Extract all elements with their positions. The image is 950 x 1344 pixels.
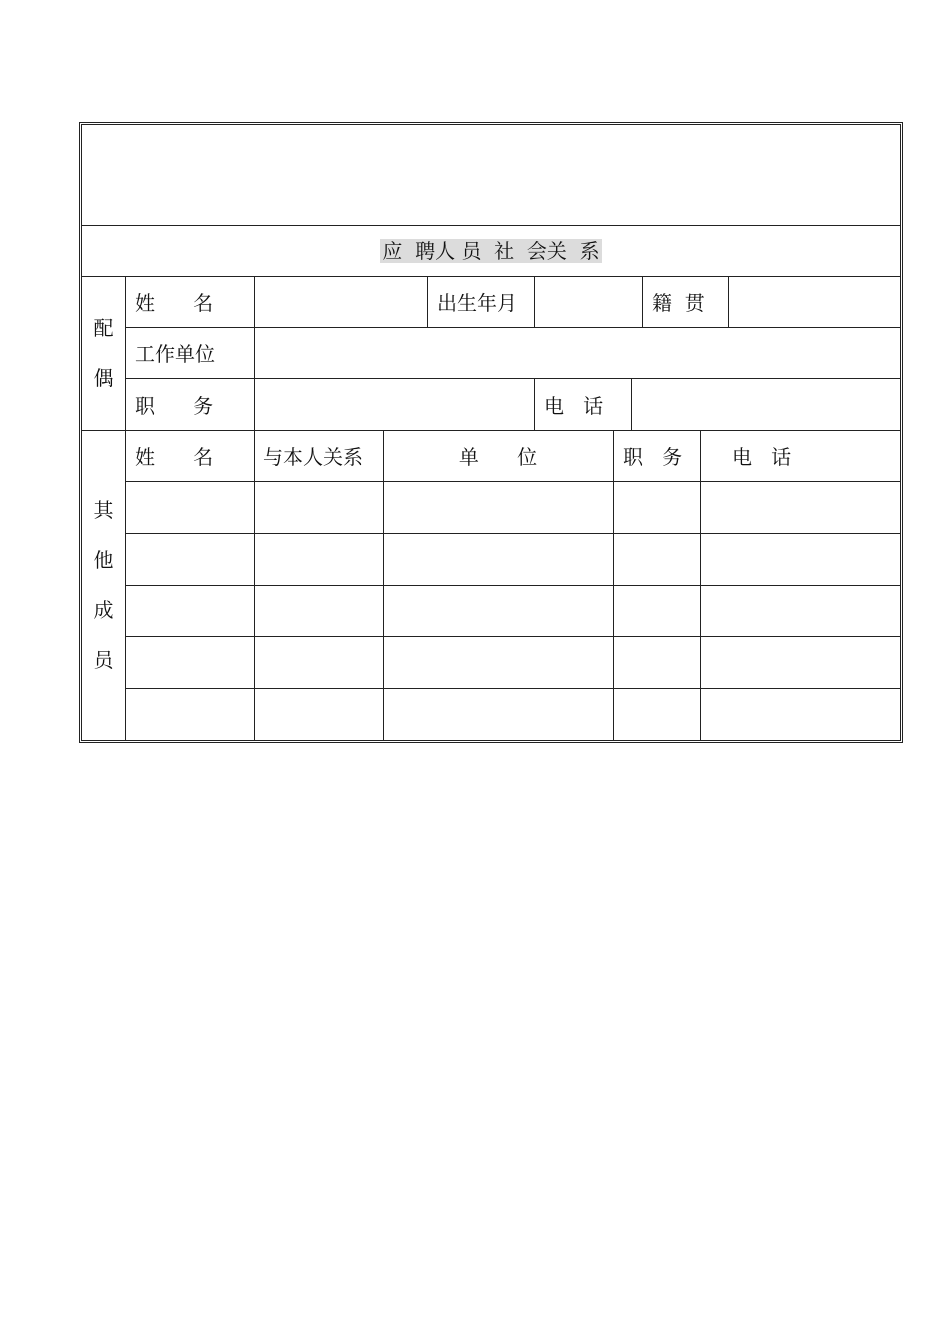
- others-row-3-phone[interactable]: [701, 586, 900, 636]
- spouse-phone-label: 电 话: [544, 393, 604, 418]
- title-row: [82, 226, 900, 276]
- others-row-1-unit[interactable]: [384, 482, 613, 533]
- spouse-name-field[interactable]: [255, 277, 427, 327]
- others-row-1-phone[interactable]: [701, 482, 900, 533]
- spouse-label-char: 偶: [93, 366, 114, 390]
- header-phone: 电 话: [732, 445, 792, 469]
- others-row-3-unit[interactable]: [384, 586, 613, 636]
- column-divider: [534, 378, 535, 430]
- others-row-2-unit[interactable]: [384, 534, 613, 585]
- spouse-name-label: 姓 名: [135, 291, 214, 315]
- spouse-position-field[interactable]: [255, 379, 534, 430]
- others-row-5-unit[interactable]: [384, 689, 613, 740]
- spouse-native-label: 籍 贯: [652, 291, 705, 315]
- others-row-4-position[interactable]: [614, 637, 700, 688]
- others-row-5-phone[interactable]: [701, 689, 900, 740]
- header-relation: 与本人关系: [263, 445, 363, 469]
- spouse-position-label: 职 务: [135, 393, 214, 418]
- others-row-2-position[interactable]: [614, 534, 700, 585]
- others-label-char: 员: [93, 648, 114, 672]
- others-row-5-name[interactable]: [126, 689, 254, 740]
- others-label-char: 成: [93, 598, 114, 622]
- blank-header-area: [82, 125, 900, 225]
- others-row-3-position[interactable]: [614, 586, 700, 636]
- others-row-2-relation[interactable]: [255, 534, 383, 585]
- column-divider: [427, 276, 428, 327]
- others-row-4-relation[interactable]: [255, 637, 383, 688]
- header-position: 职 务: [623, 445, 683, 469]
- others-row-1-position[interactable]: [614, 482, 700, 533]
- column-divider: [642, 276, 643, 327]
- others-label-char: 其: [93, 498, 114, 522]
- others-row-1-relation[interactable]: [255, 482, 383, 533]
- others-row-5-position[interactable]: [614, 689, 700, 740]
- spouse-group-label: [82, 276, 125, 430]
- others-label-char: 他: [93, 548, 114, 572]
- others-row-4-unit[interactable]: [384, 637, 613, 688]
- spouse-native-field[interactable]: [729, 277, 900, 327]
- spouse-label-char: 配: [93, 316, 114, 340]
- spouse-work-unit-label: 工作单位: [135, 342, 215, 366]
- others-group-label: [82, 430, 125, 740]
- others-row-3-name[interactable]: [126, 586, 254, 636]
- others-row-5-relation[interactable]: [255, 689, 383, 740]
- spouse-work-unit-field[interactable]: [255, 328, 900, 378]
- others-row-3-relation[interactable]: [255, 586, 383, 636]
- others-row-2-phone[interactable]: [701, 534, 900, 585]
- others-row-4-name[interactable]: [126, 637, 254, 688]
- spouse-phone-field[interactable]: [632, 379, 900, 430]
- page-title: 应 聘人 员 社 会关 系: [382, 239, 600, 263]
- spouse-birth-field[interactable]: [535, 277, 642, 327]
- spouse-birth-label: 出生年月: [437, 291, 517, 315]
- others-row-1-name[interactable]: [126, 482, 254, 533]
- others-row-4-phone[interactable]: [701, 637, 900, 688]
- header-name: 姓 名: [135, 445, 214, 469]
- others-row-2-name[interactable]: [126, 534, 254, 585]
- social-relations-form: [81, 124, 901, 741]
- header-unit: 单 位: [458, 445, 538, 469]
